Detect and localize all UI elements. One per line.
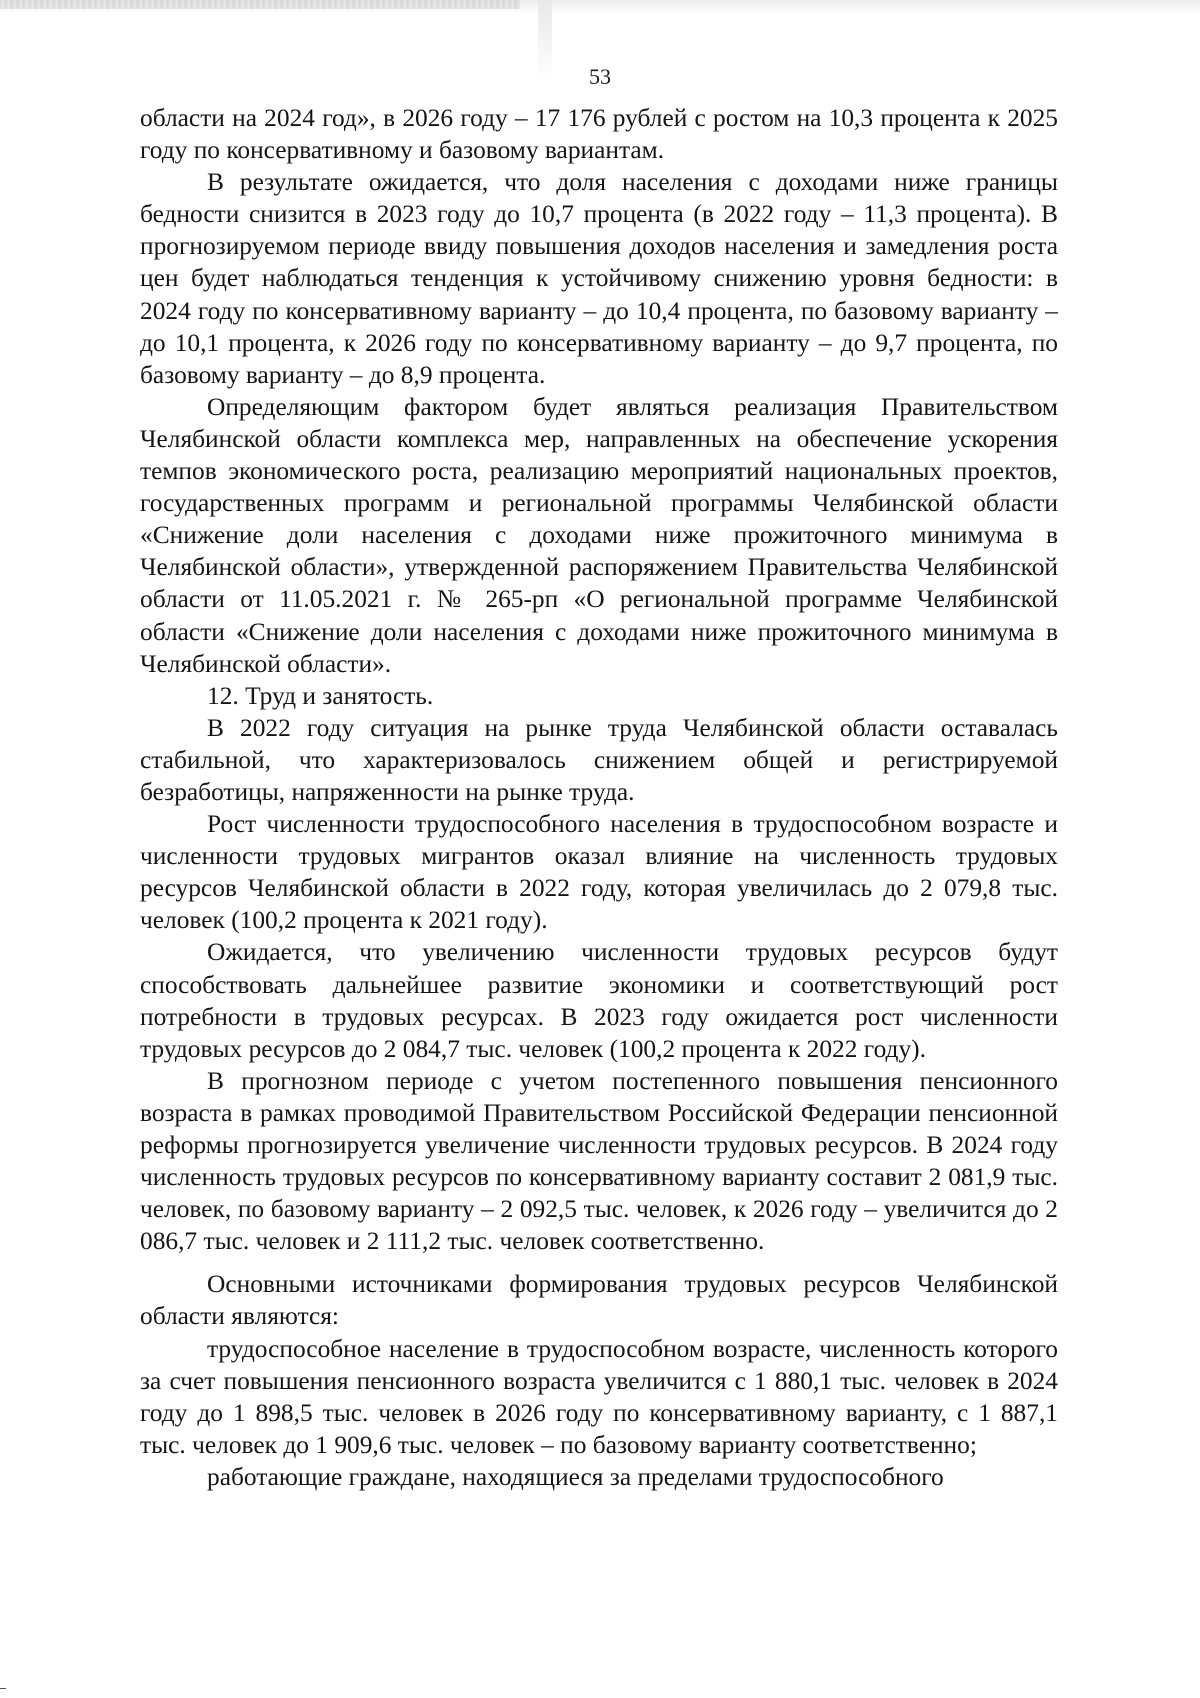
paragraph-labor-sources: Основными источниками формирования трудовых ресурсов Челябинской области являются: xyxy=(140,1270,1058,1331)
paragraph-continuation: области на 2024 год», в 2026 году – 17 176 рублей с ростом на 10,3 процента к 2025 году по консервативному и базовому вариантам. xyxy=(140,104,1058,165)
scan-margin-mark xyxy=(0,1688,6,1689)
list-item-working-citizens: работающие граждане, находящиеся за пределами трудоспособного xyxy=(207,1462,944,1491)
list-item-working-age-population: трудоспособное население в трудоспособном возрасте, численность которого за счет повышения пенсионного возраста увеличится с 1 880,1 тыс. человек в 2024 году до 1 898,5 тыс. человек в 2026 году по консервативному варианту, с 1 887,1 тыс. человек до 1 909,6 тыс. человек – по базовому варианту соответственно; xyxy=(140,1334,1058,1459)
body-text xyxy=(140,102,1058,1493)
paragraph-government-measures: Определяющим фактором будет являться реализация Правительством Челябинской области комплекса мер, направленных на обеспечение ускорения темпов экономического роста, реализацию мероприятий национальных проектов, государственных программ и региональной программы Челябинской области «Снижение доли населения с доходами ниже прожиточного минимума в Челябинской области», утвержденной распоряжением Правительства Челябинской области от 11.05.2021 г. № 265-рп «О региональной программе Челябинской области «Снижение доли населения с доходами ниже прожиточного минимума в Челябинской области». xyxy=(140,392,1058,678)
section-heading-labor: 12. Труд и занятость. xyxy=(207,681,434,710)
paragraph-labor-expectation-2023: Ожидается, что увеличению численности трудовых ресурсов будут способствовать дальнейшее развитие экономики и соответствующий рост потребности в трудовых ресурсах. В 2023 году ожидается рост численности трудовых ресурсов до 2 084,7 тыс. человек (100,2 процента к 2022 году). xyxy=(140,938,1058,1063)
page-number: 53 xyxy=(589,64,611,89)
paragraph-labor-resources-growth: Рост численности трудоспособного населения в трудоспособном возрасте и численности трудовых мигрантов оказал влияние на численность трудовых ресурсов Челябинской области в 2022 году, которая увеличилась до 2 079,8 тыс. человек (100,2 процента к 2021 году). xyxy=(140,810,1058,935)
scan-edge-noise xyxy=(0,0,520,9)
paragraph-poverty-forecast: В результате ожидается, что доля населения с доходами ниже границы бедности снизится в 2023 году до 10,7 процента (в 2022 году – 11,3 процента). В прогнозируемом периоде ввиду повышения доходов населения и замедления роста цен будет наблюдаться тенденция к устойчивому снижению уровня бедности: в 2024 году по консервативному варианту – до 10,4 процента, по базовому варианту – до 10,1 процента, к 2026 году по консервативному варианту – до 9,7 процента, по базовому варианту – до 8,9 процента. xyxy=(140,168,1058,389)
paragraph-labor-market-2022: В 2022 году ситуация на рынке труда Челябинской области оставалась стабильной, что характеризовалось снижением общей и регистрируемой безработицы, напряженности на рынке труда. xyxy=(140,713,1058,806)
paragraph-pension-reform-forecast: В прогнозном периоде с учетом постепенного повышения пенсионного возраста в рамках проводимой Правительством Российской Федерации пенсионной реформы прогнозируется увеличение численности трудовых ресурсов. В 2024 году численность трудовых ресурсов по консервативному варианту составит 2 081,9 тыс. человек, по базовому варианту – 2 092,5 тыс. человек, к 2026 году – увеличится до 2 086,7 тыс. человек и 2 111,2 тыс. человек соответственно. xyxy=(140,1066,1058,1256)
